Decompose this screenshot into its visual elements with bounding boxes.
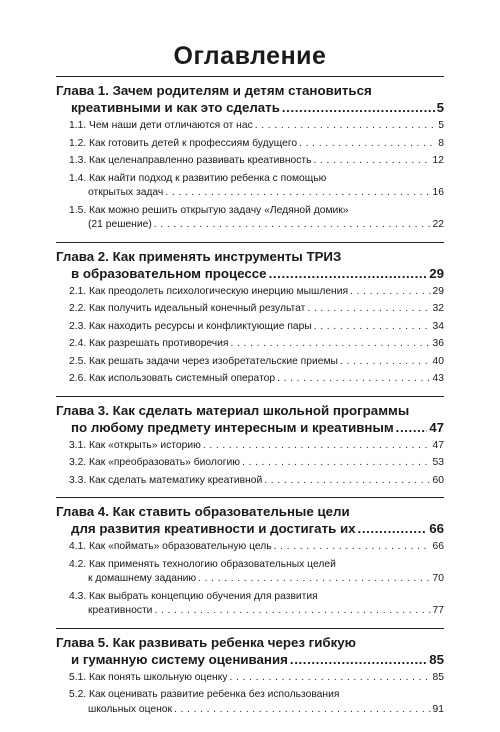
chapter-heading-line: Глава 1. Зачем родителям и детям становиться bbox=[56, 83, 372, 98]
section-line bbox=[69, 218, 444, 233]
chapter-3[interactable] bbox=[56, 396, 444, 489]
section-line-text: 3.3. Как сделать математику креативной bbox=[69, 474, 263, 486]
chapter-5[interactable] bbox=[56, 628, 444, 718]
section-line-text: 1.2. Как готовить детей к профессиям будущего bbox=[69, 137, 298, 149]
section-line-text: 4.1. Как «поймать» образовательную цель bbox=[69, 541, 272, 552]
page-number: 85 bbox=[429, 651, 444, 667]
section-entry[interactable] bbox=[69, 456, 444, 471]
page-number: 91 bbox=[432, 703, 444, 715]
section-line bbox=[69, 119, 444, 134]
dot-leader bbox=[198, 572, 430, 587]
chapter-heading-line-text: по любому предмету интересным и креативным bbox=[71, 419, 394, 435]
section-entry[interactable] bbox=[69, 137, 444, 152]
section-list bbox=[56, 671, 444, 718]
section-line-text: 1.1. Чем наши дети отличаются от нас bbox=[69, 120, 253, 131]
dot-leader bbox=[231, 337, 431, 352]
chapter-heading-line bbox=[56, 265, 444, 282]
section-line-text: 1.3. Как целенаправленно развивать креативность bbox=[69, 155, 312, 166]
section-line-text: 3.2. Как «преобразовать» биологию bbox=[69, 457, 240, 468]
section-entry[interactable] bbox=[69, 372, 444, 387]
section-entry[interactable] bbox=[69, 337, 444, 352]
page-number: 29 bbox=[429, 265, 444, 281]
dot-leader bbox=[242, 456, 431, 471]
section-line bbox=[69, 355, 444, 370]
page-number: 70 bbox=[432, 573, 444, 584]
section-line-text: 2.3. Как находить ресурсы и конфликтующие пары bbox=[69, 320, 312, 332]
section-entry[interactable] bbox=[69, 439, 444, 454]
section-line: 4.2. Как применять технологию образовательных целей bbox=[69, 558, 336, 570]
dot-leader bbox=[269, 265, 428, 282]
section-entry[interactable] bbox=[69, 172, 444, 201]
page-number: 22 bbox=[432, 219, 444, 230]
page-number: 29 bbox=[432, 285, 444, 297]
page-number: 66 bbox=[432, 541, 444, 552]
page-number: 53 bbox=[432, 457, 444, 468]
section-line-text: 5.1. Как понять школьную оценку bbox=[69, 671, 228, 683]
page-number: 12 bbox=[432, 155, 444, 166]
section-line bbox=[69, 439, 444, 454]
section-entry[interactable] bbox=[69, 671, 444, 686]
section-list bbox=[56, 439, 444, 489]
section-entry[interactable] bbox=[69, 474, 444, 489]
page-number: 5 bbox=[436, 100, 444, 115]
section-line: 1.5. Как можно решить открытую задачу «Ледяной домик» bbox=[69, 204, 349, 216]
page-number: 66 bbox=[429, 521, 444, 536]
section-line-text: креативности bbox=[88, 605, 153, 616]
dot-leader bbox=[230, 671, 431, 686]
chapter-heading-line: Глава 2. Как применять инструменты ТРИЗ bbox=[56, 248, 342, 264]
dot-leader bbox=[358, 520, 428, 537]
chapter-heading-line-text: для развития креативности и достигать их bbox=[71, 521, 356, 536]
chapter-4[interactable] bbox=[56, 497, 444, 619]
chapter-2[interactable] bbox=[56, 242, 444, 387]
chapter-1[interactable] bbox=[56, 76, 444, 233]
page-number: 32 bbox=[432, 303, 444, 314]
section-line bbox=[69, 337, 444, 352]
dot-leader bbox=[314, 320, 431, 335]
section-line bbox=[69, 285, 444, 300]
page-number: 8 bbox=[438, 137, 444, 149]
dot-leader bbox=[314, 154, 431, 169]
section-line-text: 2.6. Как использовать системный оператор bbox=[69, 373, 276, 384]
page-number: 40 bbox=[432, 355, 444, 367]
dot-leader bbox=[154, 218, 431, 233]
section-line-text: 2.2. Как получить идеальный конечный результат bbox=[69, 303, 306, 314]
section-line bbox=[69, 302, 444, 317]
section-entry[interactable] bbox=[69, 355, 444, 370]
section-entry[interactable] bbox=[69, 302, 444, 317]
section-line bbox=[69, 474, 444, 489]
section-line-text: к домашнему заданию bbox=[88, 573, 197, 584]
chapter-heading-line bbox=[56, 651, 444, 668]
dot-leader bbox=[274, 540, 431, 555]
dot-leader bbox=[396, 419, 428, 436]
section-line-text: открытых задач bbox=[88, 187, 164, 198]
section-line bbox=[69, 456, 444, 471]
chapter-heading-line: Глава 4. Как ставить образовательные цели bbox=[56, 504, 350, 519]
section-list bbox=[56, 119, 444, 233]
section-line-text: (21 решение) bbox=[88, 219, 152, 230]
dot-leader bbox=[154, 604, 430, 619]
section-line-text: 2.1. Как преодолеть психологическую инерцию мышления bbox=[69, 285, 349, 297]
chapter-heading-line bbox=[56, 520, 444, 537]
section-entry[interactable] bbox=[69, 590, 444, 619]
dot-leader bbox=[307, 302, 430, 317]
section-line-text: 2.4. Как разрешать противоречия bbox=[69, 338, 229, 349]
section-line bbox=[69, 186, 444, 201]
dot-leader bbox=[264, 474, 430, 489]
section-line bbox=[69, 604, 444, 619]
page-number: 60 bbox=[432, 474, 444, 486]
dot-leader bbox=[282, 99, 435, 116]
chapter-heading-line bbox=[56, 419, 444, 436]
section-entry[interactable] bbox=[69, 558, 444, 587]
dot-leader bbox=[350, 285, 430, 300]
section-list bbox=[56, 540, 444, 619]
chapter-heading-line bbox=[56, 99, 444, 116]
section-line bbox=[69, 372, 444, 387]
page-number: 47 bbox=[429, 419, 444, 435]
page-number: 34 bbox=[432, 320, 444, 332]
section-line bbox=[69, 137, 444, 152]
dot-leader bbox=[165, 186, 430, 201]
page-number: 36 bbox=[432, 338, 444, 349]
dot-leader bbox=[174, 703, 431, 718]
chapter-heading-line-text: и гуманную систему оценивания bbox=[71, 651, 288, 667]
section-line bbox=[69, 703, 444, 718]
section-line-text: школьных оценок bbox=[88, 703, 173, 715]
dot-leader bbox=[277, 372, 430, 387]
section-line bbox=[69, 320, 444, 335]
section-line: 1.4. Как найти подход к развитию ребенка с помощью bbox=[69, 172, 327, 184]
section-line bbox=[69, 540, 444, 555]
section-line-text: 2.5. Как решать задачи через изобретательские приемы bbox=[69, 355, 338, 367]
page-number: 16 bbox=[432, 187, 444, 198]
section-entry[interactable] bbox=[69, 320, 444, 335]
dot-leader bbox=[340, 355, 431, 370]
page-number: 5 bbox=[438, 120, 444, 131]
chapter-heading-line-text: креативными и как это сделать bbox=[71, 100, 280, 115]
section-line-text: 3.1. Как «открыть» историю bbox=[69, 439, 201, 451]
dot-leader bbox=[299, 137, 436, 152]
chapter-heading-line-text: в образовательном процессе bbox=[71, 265, 267, 281]
page-number: 43 bbox=[432, 373, 444, 384]
page-title: Оглавление bbox=[173, 42, 327, 70]
section-entry[interactable] bbox=[69, 285, 444, 300]
section-line bbox=[69, 671, 444, 686]
table-of-contents bbox=[56, 76, 444, 717]
section-line: 4.3. Как выбрать концепцию обучения для развития bbox=[69, 590, 318, 602]
section-entry[interactable] bbox=[69, 688, 444, 717]
page-number: 47 bbox=[432, 439, 444, 451]
dot-leader bbox=[290, 651, 427, 668]
section-line bbox=[69, 572, 444, 587]
section-line: 5.2. Как оценивать развитие ребенка без использования bbox=[69, 689, 340, 700]
section-entry[interactable] bbox=[69, 540, 444, 555]
dot-leader bbox=[203, 439, 431, 454]
chapter-heading-line: Глава 5. Как развивать ребенка через гибкую bbox=[56, 634, 357, 650]
dot-leader bbox=[255, 119, 437, 134]
section-list bbox=[56, 285, 444, 387]
section-line bbox=[69, 154, 444, 169]
page-number: 85 bbox=[432, 671, 444, 683]
section-entry[interactable] bbox=[69, 119, 444, 134]
chapter-heading-line: Глава 3. Как сделать материал школьной программы bbox=[56, 402, 410, 418]
section-entry[interactable] bbox=[69, 154, 444, 169]
section-entry[interactable] bbox=[69, 204, 444, 233]
page-number: 77 bbox=[432, 605, 444, 616]
